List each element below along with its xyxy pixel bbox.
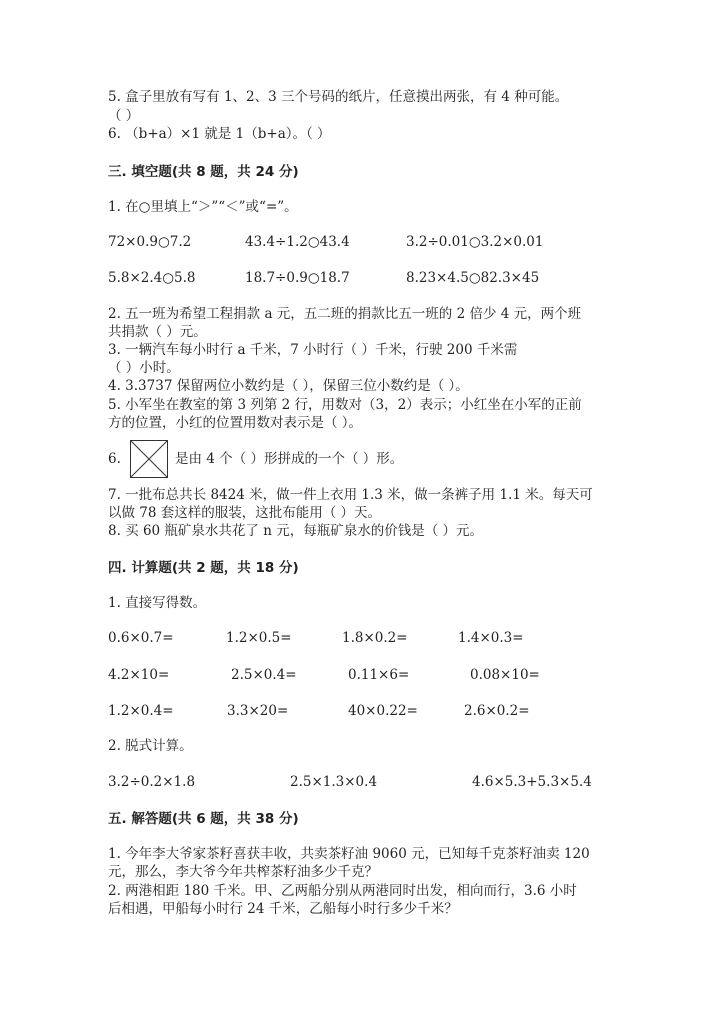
section4-heading: 四. 计算题(共 2 题，共 18 分) bbox=[108, 560, 299, 576]
fill-q3-line1: 3. 一辆汽车每小时行 a 千米，7 小时行（ ）千米，行驶 200 千米需 bbox=[108, 342, 518, 358]
fill-q5-line1: 5. 小军坐在教室的第 3 列第 2 行，用数对（3，2）表示；小红坐在小军的正前 bbox=[108, 397, 582, 413]
calc-item: 2.5×1.3×0.4 bbox=[290, 774, 378, 790]
fill-q6-text: 是由 4 个（ ）形拼成的一个（ ）形。 bbox=[175, 451, 404, 467]
calc-item: 1.2×0.4= bbox=[108, 703, 174, 719]
fill-q1: 1. 在○里填上“＞”“＜”或“=”。 bbox=[108, 199, 298, 215]
fill-q3-line2: （ ）小时。 bbox=[108, 360, 180, 376]
calc-item: 3.3×20= bbox=[227, 703, 289, 719]
compare-item: 72×0.9○7.2 bbox=[108, 234, 192, 250]
judge-q5-line2: （ ） bbox=[108, 108, 140, 124]
calc-item: 0.6×0.7= bbox=[108, 630, 174, 646]
answer-q2-line2: 后相遇，甲船每小时行 24 千米，乙船每小时行多少千米？ bbox=[108, 901, 458, 917]
calc-item: 2.6×0.2= bbox=[464, 703, 530, 719]
fill-q8: 8. 买 60 瓶矿泉水共花了 n 元，每瓶矿泉水的价钱是（ ）元。 bbox=[108, 523, 484, 539]
calc-q2: 2. 脱式计算。 bbox=[108, 738, 193, 754]
section5-heading: 五. 解答题(共 6 题，共 38 分) bbox=[108, 811, 299, 827]
answer-q1-line1: 1. 今年李大爷家茶籽喜获丰收，共卖茶籽油 9060 元，已知每千克茶籽油卖 120 bbox=[108, 846, 590, 862]
judge-q6: 6. （b+a）×1 就是 1（b+a）。（ ） bbox=[108, 126, 331, 142]
answer-q2-line1: 2. 两港相距 180 千米。甲、乙两船分别从两港同时出发，相向而行，3.6 小时 bbox=[108, 883, 577, 899]
answer-q1-line2: 元，那么，李大爷今年共榨茶籽油多少千克？ bbox=[108, 864, 378, 880]
calc-item: 0.11×6= bbox=[348, 667, 410, 683]
calc-item: 1.2×0.5= bbox=[226, 630, 292, 646]
judge-q5-line1: 5. 盒子里放有写有 1、2、3 三个号码的纸片，任意摸出两张，有 4 种可能。 bbox=[108, 89, 569, 105]
fill-q4: 4. 3.3737 保留两位小数约是（ ），保留三位小数约是（ ）。 bbox=[108, 378, 469, 394]
fill-q7-line2: 以做 78 套这样的服装，这批布能用（ ）天。 bbox=[108, 505, 382, 521]
calc-item: 3.2÷0.2×1.8 bbox=[108, 774, 196, 790]
calc-item: 0.08×10= bbox=[470, 667, 540, 683]
compare-item: 43.4÷1.2○43.4 bbox=[245, 234, 350, 250]
calc-item: 2.5×0.4= bbox=[231, 667, 297, 683]
calc-item: 40×0.22= bbox=[348, 703, 418, 719]
calc-item: 1.4×0.3= bbox=[458, 630, 524, 646]
compare-item: 5.8×2.4○5.8 bbox=[108, 270, 196, 286]
fill-q2-line1: 2. 五一班为希望工程捐款 a 元，五二班的捐款比五一班的 2 倍少 4 元，两个班 bbox=[108, 306, 582, 322]
calc-item: 1.8×0.2= bbox=[342, 630, 408, 646]
section3-heading: 三. 填空题(共 8 题，共 24 分) bbox=[108, 164, 299, 180]
calc-item: 4.6×5.3+5.3×5.4 bbox=[472, 774, 592, 790]
square-diagonals-figure bbox=[130, 440, 168, 478]
compare-item: 3.2÷0.01○3.2×0.01 bbox=[406, 234, 544, 250]
fill-q2-line2: 共捐款（ ）元。 bbox=[108, 324, 207, 340]
fill-q7-line1: 7. 一批布总共长 8424 米，做一件上衣用 1.3 米，做一条裤子用 1.1 米。每天可 bbox=[108, 487, 593, 503]
calc-item: 4.2×10= bbox=[108, 667, 170, 683]
compare-item: 8.23×4.5○82.3×45 bbox=[406, 270, 540, 286]
fill-q6-number: 6. bbox=[108, 451, 121, 467]
calc-q1: 1. 直接写得数。 bbox=[108, 595, 207, 611]
fill-q5-line2: 方的位置，小红的位置用数对表示是（ ）。 bbox=[108, 415, 363, 431]
compare-item: 18.7÷0.9○18.7 bbox=[245, 270, 350, 286]
